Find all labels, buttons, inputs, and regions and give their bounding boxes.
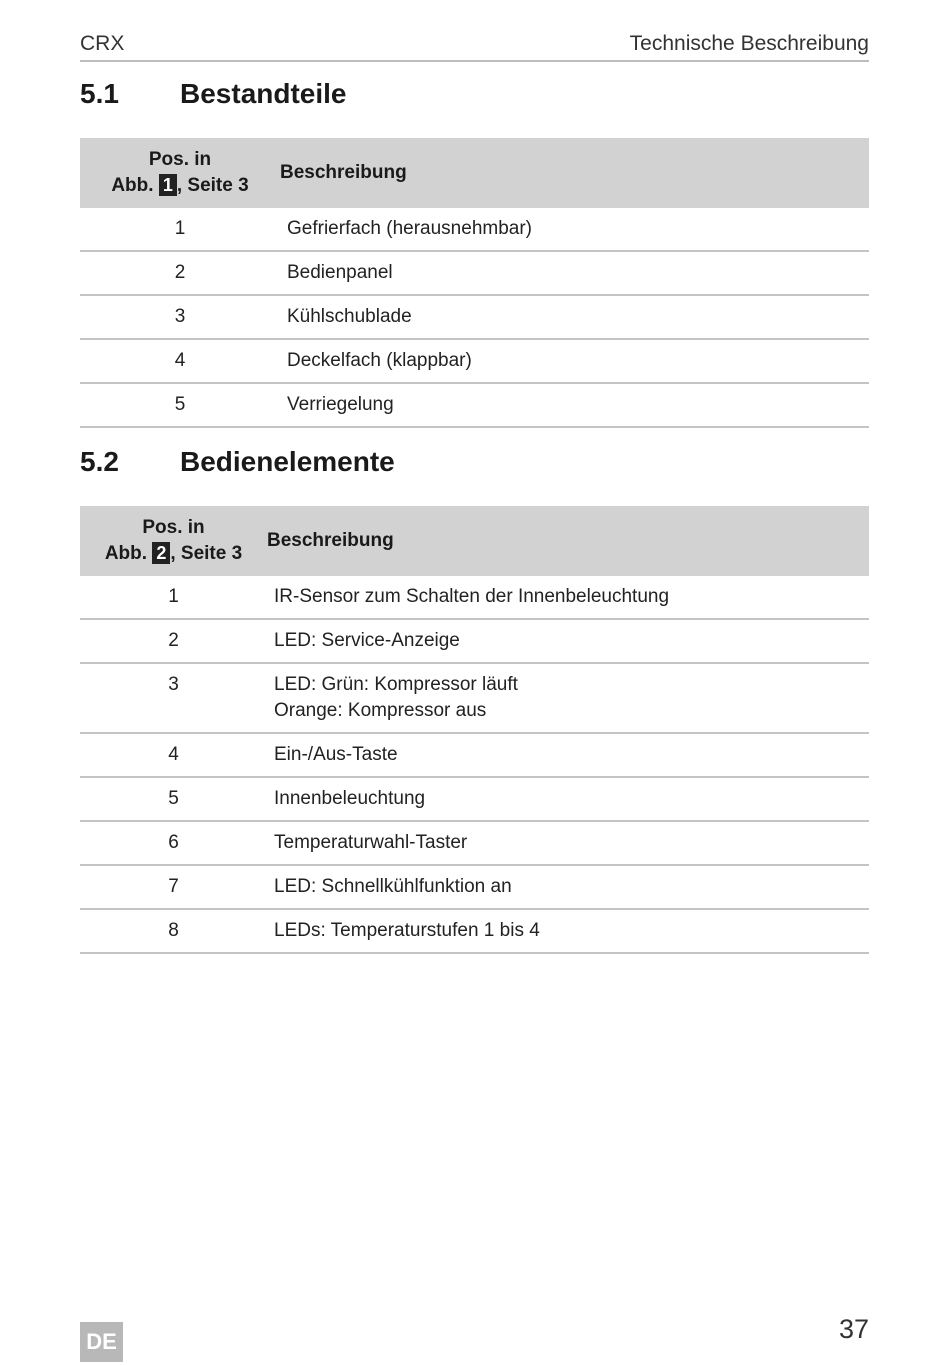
chapter-title: Technische Beschreibung <box>629 32 869 55</box>
position-cell: 6 <box>80 821 267 865</box>
section-number: 5.1 <box>80 78 119 109</box>
table-row <box>80 383 869 427</box>
position-cell: 4 <box>80 733 267 777</box>
position-cell: 2 <box>80 251 280 295</box>
language-badge: DE <box>80 1322 123 1362</box>
page-ref: , Seite 3 <box>176 175 249 196</box>
description-cell <box>280 251 869 295</box>
column-header-position <box>80 138 280 208</box>
description-cell <box>267 777 869 821</box>
product-name: CRX <box>80 32 125 55</box>
column-header-line1: Pos. in <box>142 517 205 538</box>
position-cell: 8 <box>80 909 267 953</box>
controls-table <box>80 506 869 954</box>
page-number: 37 <box>838 1314 869 1344</box>
description-cell <box>280 295 869 339</box>
section-number: 5.2 <box>80 446 119 477</box>
column-header-description: Beschreibung <box>280 138 869 208</box>
table-row <box>80 251 869 295</box>
description-cell <box>267 733 869 777</box>
table-row <box>80 576 869 619</box>
table-row <box>80 619 869 663</box>
table-row <box>80 663 869 733</box>
column-header-description: Beschreibung <box>267 506 869 576</box>
position-cell: 4 <box>80 339 280 383</box>
position-cell: 2 <box>80 619 267 663</box>
table-row <box>80 733 869 777</box>
position-cell: 5 <box>80 383 280 427</box>
table-row <box>80 208 869 251</box>
position-cell: 1 <box>80 576 267 619</box>
description-cell <box>267 663 869 733</box>
description-text: IR-Sensor zum Schalten der Innenbeleuchtung <box>274 586 670 607</box>
table-header-row <box>80 138 869 208</box>
abb-label: Abb. <box>104 543 148 564</box>
description-cell <box>267 619 869 663</box>
position-cell: 5 <box>80 777 267 821</box>
section-title: Bestandteile <box>180 78 347 109</box>
figure-number-badge: 2 <box>152 542 170 564</box>
section-heading-5-2 <box>80 446 395 478</box>
table-row <box>80 865 869 909</box>
description-text: LED: Schnellkühlfunktion an <box>274 876 512 897</box>
figure-number-badge: 1 <box>159 174 177 196</box>
description-text: Bedienpanel <box>287 262 393 283</box>
description-text: Temperaturwahl-Taster <box>274 832 468 853</box>
description-text: LEDs: Temperaturstufen 1 bis 4 <box>274 920 540 941</box>
abb-label: Abb. <box>111 175 154 196</box>
position-cell: 3 <box>80 663 267 733</box>
description-cell <box>267 576 869 619</box>
description-text: Deckelfach (klappbar) <box>287 350 472 371</box>
section-title: Bedienelemente <box>180 446 395 477</box>
column-header-position <box>80 506 267 576</box>
position-cell: 3 <box>80 295 280 339</box>
description-cell <box>267 821 869 865</box>
components-table <box>80 138 869 428</box>
table-row <box>80 777 869 821</box>
description-text: Kühlschublade <box>287 306 412 327</box>
column-header-line1: Pos. in <box>148 149 212 170</box>
table-header-row <box>80 506 869 576</box>
description-cell <box>280 208 869 251</box>
description-text: Gefrierfach (herausnehmbar) <box>287 218 532 239</box>
section-heading-5-1 <box>80 78 347 110</box>
table-row <box>80 909 869 953</box>
table-row <box>80 339 869 383</box>
page-ref: , Seite 3 <box>170 543 243 564</box>
description-cell <box>267 909 869 953</box>
description-text: LED: Grün: Kompressor läuft <box>274 674 518 695</box>
description-cell <box>267 865 869 909</box>
position-cell: 7 <box>80 865 267 909</box>
page-header <box>80 30 869 62</box>
column-header-line2 <box>80 541 267 567</box>
description-text: LED: Service-Anzeige <box>274 630 460 651</box>
position-cell: 1 <box>80 208 280 251</box>
description-text: Ein-/Aus-Taste <box>274 744 398 765</box>
description-text: Verriegelung <box>287 394 394 415</box>
description-cell <box>280 383 869 427</box>
table-row <box>80 295 869 339</box>
table-row <box>80 821 869 865</box>
column-header-line2 <box>80 173 280 199</box>
description-text-line2: Orange: Kompressor aus <box>274 700 487 721</box>
description-text: Innenbeleuchtung <box>274 788 426 809</box>
description-cell <box>280 339 869 383</box>
